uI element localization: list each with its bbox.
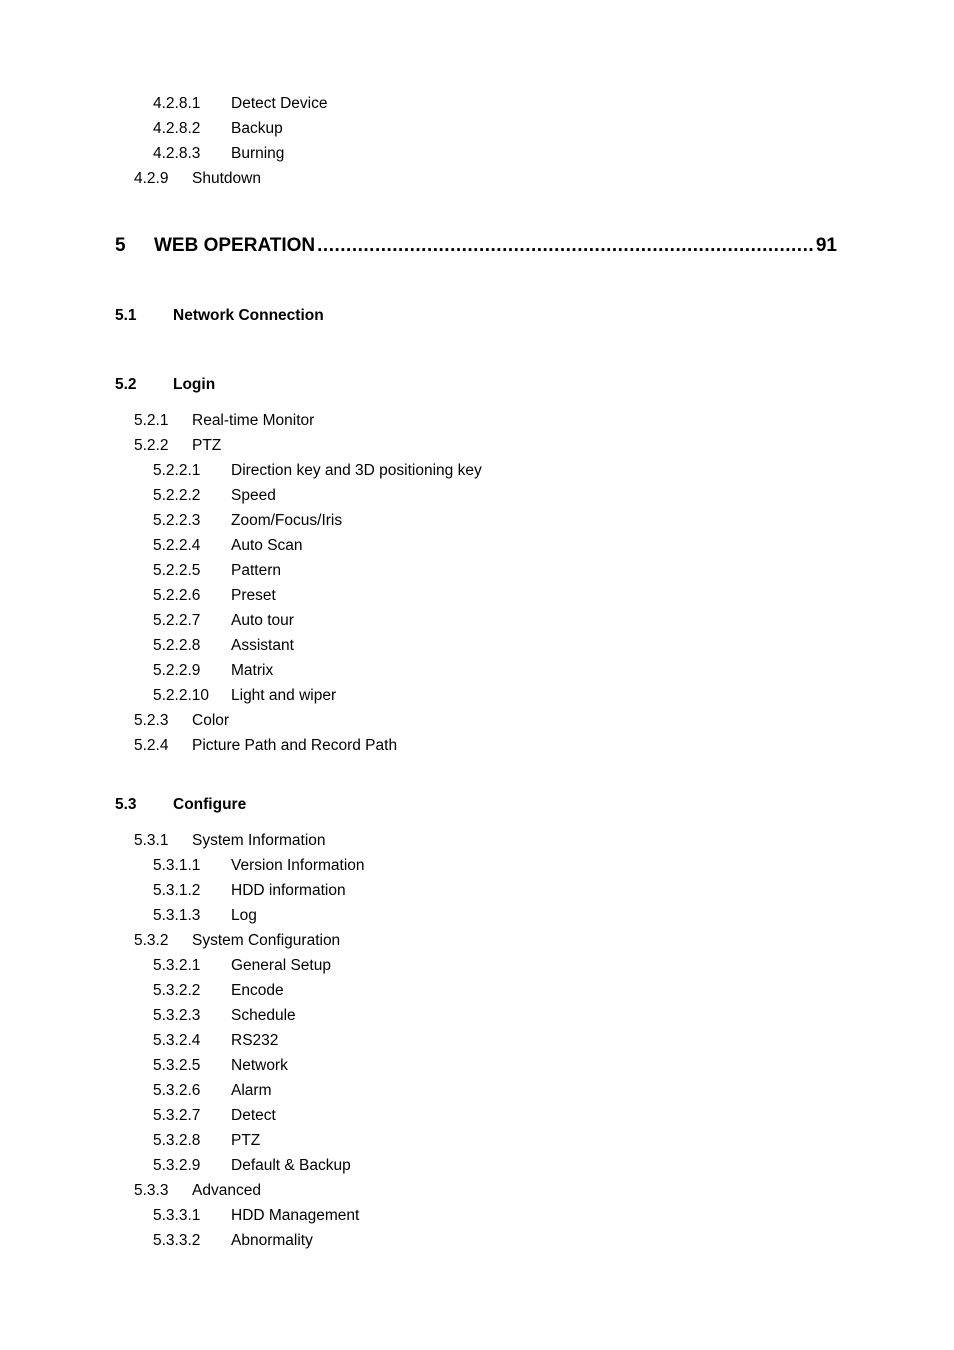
toc-entry-number: 5.3.2.2	[153, 982, 201, 999]
toc-entry-number: 5.2.2.5	[153, 562, 201, 579]
toc-entry-number: 5.2.3	[134, 712, 169, 729]
toc-dot-leader	[317, 234, 813, 258]
toc-entry-number: 5.3.2.4	[153, 1032, 201, 1049]
toc-section-title: Login	[173, 376, 216, 393]
toc-entry-title: Direction key and 3D positioning key	[231, 462, 482, 479]
toc-entry-title: Real-time Monitor	[192, 412, 315, 429]
toc-entry-number: 5.2.2.10	[153, 687, 210, 704]
toc-entry-title: Default & Backup	[231, 1157, 351, 1174]
toc-entry-title: Speed	[231, 487, 276, 504]
toc-entry-number: 5.2.2.2	[153, 487, 201, 504]
toc-entry-number: 5.3.1.2	[153, 882, 201, 899]
toc-entry-title: Schedule	[231, 1007, 296, 1024]
toc-chapter-number: 5	[115, 235, 126, 256]
toc-entry-number: 5.3.2.8	[153, 1132, 201, 1149]
toc-entry-number: 5.2.2.8	[153, 637, 201, 654]
toc-section-number: 5.3	[115, 796, 137, 813]
toc-entry-title: Pattern	[231, 562, 281, 579]
toc-entry-number: 5.3.1	[134, 832, 169, 849]
toc-entry-title: Auto tour	[231, 612, 294, 629]
toc-entry-number: 5.2.2.9	[153, 662, 201, 679]
toc-entry-title: RS232	[231, 1032, 279, 1049]
toc-entry-number: 5.3.2.3	[153, 1007, 201, 1024]
toc-entry-number: 5.2.2.6	[153, 587, 201, 604]
toc-chapter-page: 91	[815, 235, 837, 256]
toc-entry-title: Alarm	[231, 1082, 272, 1099]
toc-entry-number: 5.2.2.4	[153, 537, 201, 554]
toc-entry-title: PTZ	[192, 437, 222, 454]
toc-entry-title: Zoom/Focus/Iris	[231, 512, 343, 529]
toc-chapter-title-wrap	[154, 234, 837, 258]
toc-entry-number: 5.3.3	[134, 1182, 169, 1199]
toc-entry-number: 5.3.3.1	[153, 1207, 201, 1224]
toc-section-number: 5.2	[115, 376, 137, 393]
toc-entry-title: HDD Management	[231, 1207, 360, 1224]
toc-entry-number: 4.2.9	[134, 170, 169, 187]
toc-entry-number: 5.3.2.9	[153, 1157, 201, 1174]
toc-entry-number: 5.2.2.3	[153, 512, 201, 529]
toc-section-title: Configure	[173, 796, 247, 813]
toc-entry-title: Backup	[231, 120, 283, 137]
toc-entry-title: System Information	[192, 832, 326, 849]
toc-entry-title: Preset	[231, 587, 276, 604]
toc-entry-number: 5.2.1	[134, 412, 169, 429]
toc-entry-number: 5.3.2.5	[153, 1057, 201, 1074]
toc-entry-number: 5.3.3.2	[153, 1232, 201, 1249]
toc-entry-title: Light and wiper	[231, 687, 337, 704]
toc-section-number: 5.1	[115, 307, 137, 324]
toc-entry-title: Picture Path and Record Path	[192, 737, 398, 754]
toc-entry-number: 5.2.2	[134, 437, 169, 454]
toc-entry-title: Detect	[231, 1107, 276, 1124]
toc-entry-title: Matrix	[231, 662, 274, 679]
toc-entry-title: Log	[231, 907, 257, 924]
toc-entry-number: 5.2.2.7	[153, 612, 201, 629]
toc-entry-number: 5.3.2.7	[153, 1107, 201, 1124]
toc-entry-number: 4.2.8.1	[153, 95, 201, 112]
toc-entry-title: Network	[231, 1057, 288, 1074]
toc-entry-number: 5.3.1.3	[153, 907, 201, 924]
toc-entry-number: 5.2.4	[134, 737, 169, 754]
toc-entry-title: Shutdown	[192, 170, 261, 187]
toc-entry-title: Auto Scan	[231, 537, 303, 554]
toc-entry-title: PTZ	[231, 1132, 261, 1149]
toc-entry-title: System Configuration	[192, 932, 341, 949]
toc-entry-title: General Setup	[231, 957, 331, 974]
toc-entry-number: 5.2.2.1	[153, 462, 201, 479]
toc-entry-number: 5.3.2	[134, 932, 169, 949]
toc-entry-number: 4.2.8.2	[153, 120, 201, 137]
toc-entry-number: 5.3.2.1	[153, 957, 201, 974]
toc-chapter-title: WEB OPERATION	[154, 235, 316, 256]
toc-chapter-5[interactable]	[115, 234, 837, 258]
toc-entry-title: Encode	[231, 982, 284, 999]
toc-section-title: Network Connection	[173, 307, 324, 324]
toc-entry-number: 4.2.8.3	[153, 145, 201, 162]
toc-entry-title: Color	[192, 712, 230, 729]
toc-entry-title: HDD information	[231, 882, 346, 899]
toc-entry-title: Burning	[231, 145, 285, 162]
toc-entry-number: 5.3.1.1	[153, 857, 201, 874]
toc-entry-title: Abnormality	[231, 1232, 313, 1249]
toc-entry-title: Assistant	[231, 637, 294, 654]
toc-entry-title: Advanced	[192, 1182, 261, 1199]
toc-entry-title: Detect Device	[231, 95, 328, 112]
toc-entry-number: 5.3.2.6	[153, 1082, 201, 1099]
toc-entry-title: Version Information	[231, 857, 365, 874]
